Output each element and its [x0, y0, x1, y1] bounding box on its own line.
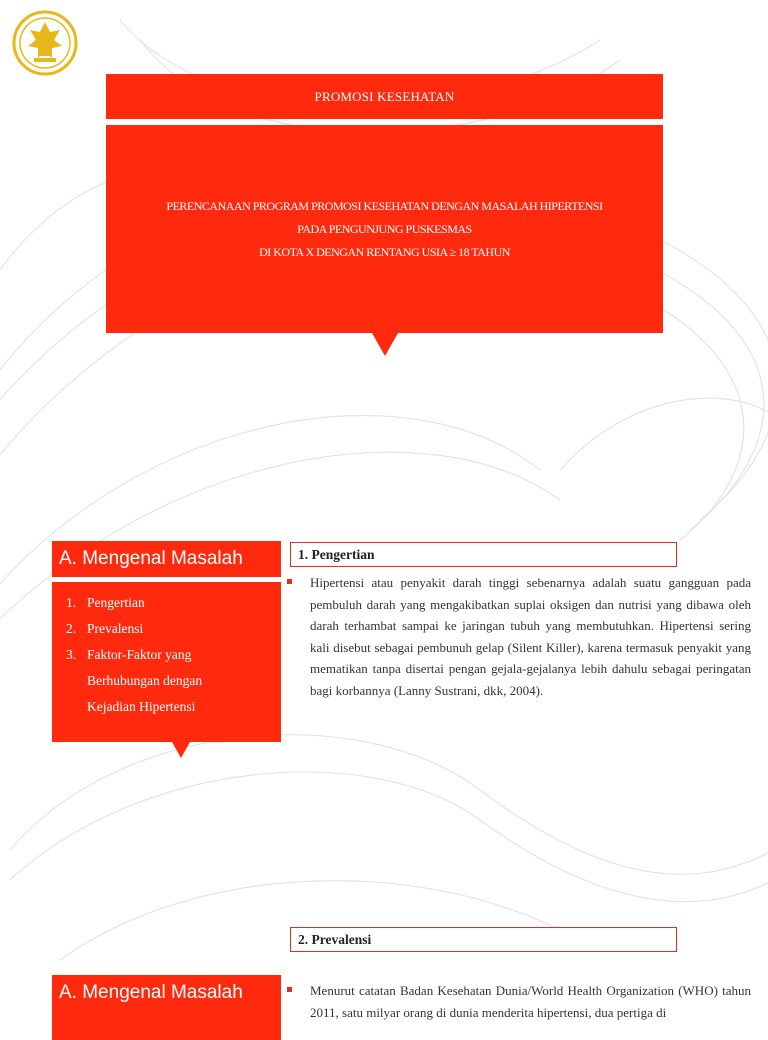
- menu-item-label: Kejadian Hipertensi: [87, 699, 196, 714]
- bullet-icon: [287, 579, 292, 584]
- menu-pointer: [172, 742, 190, 758]
- subtitle-line-1: PERENCANAAN PROGRAM PROMOSI KESEHATAN DENGAN MASALAH HIPERTENSI: [166, 198, 603, 213]
- menu-item-label: Faktor-Faktor yang: [87, 647, 192, 662]
- section-heading: A. Mengenal Masalah: [52, 541, 281, 577]
- menu-item: [66, 642, 271, 668]
- menu-item-number: 1.: [66, 595, 77, 610]
- menu-item-label: Prevalensi: [87, 621, 144, 636]
- section-heading: A. Mengenal Masalah: [52, 975, 281, 1011]
- menu-item: [66, 668, 271, 694]
- subsection-heading: 2. Prevalensi: [290, 927, 677, 952]
- topic-menu: [52, 1010, 281, 1040]
- menu-item-label: Pengertian: [87, 595, 145, 610]
- paragraph: [296, 980, 751, 1023]
- university-emblem-icon: [12, 10, 78, 76]
- subtitle-line-3: DI KOTA X DENGAN RENTANG USIA ≥ 18 TAHUN: [259, 244, 510, 259]
- topic-menu: [52, 582, 281, 742]
- menu-item-label: Berhubungan dengan: [87, 673, 203, 688]
- subtitle-line-2: PADA PENGUNJUNG PUSKESMAS: [297, 221, 472, 236]
- menu-item: [66, 590, 271, 616]
- presentation-subtitle: [106, 125, 663, 333]
- paragraph-text: Hipertensi atau penyakit darah tinggi sebenarnya adalah suatu gangguan pada pembuluh darah yang mengakibatkan suplai oksigen dan nutrisi yang dibawa oleh darah terhambat sampai ke jaringan tubuh yang membutuhkan. Hipertensi sering kali disebut sebagai pembunuh gelap (Silent Killer), karena termasuk penyakit yang mematikan tanpa disertai pengan gejala-gejalanya lebih dahulu sebagai peringatan bagi korbannya (Lanny Sustrani, dkk, 2004).: [310, 575, 751, 698]
- bullet-icon: [287, 987, 292, 992]
- menu-item-number: 2.: [66, 621, 77, 636]
- menu-item-number: 3.: [66, 647, 77, 662]
- paragraph: [296, 572, 751, 701]
- menu-item: [66, 616, 271, 642]
- paragraph-text: Menurut catatan Badan Kesehatan Dunia/World Health Organization (WHO) tahun 2011, satu milyar orang di dunia menderita hipertensi, dua pertiga di: [310, 983, 751, 1020]
- menu-item: [66, 694, 271, 720]
- menu-item-number: [66, 668, 87, 694]
- subsection-heading: 1. Pengertian: [290, 542, 677, 567]
- banner-pointer: [372, 333, 398, 356]
- presentation-title: PROMOSI KESEHATAN: [106, 74, 663, 119]
- menu-item-number: [66, 694, 87, 720]
